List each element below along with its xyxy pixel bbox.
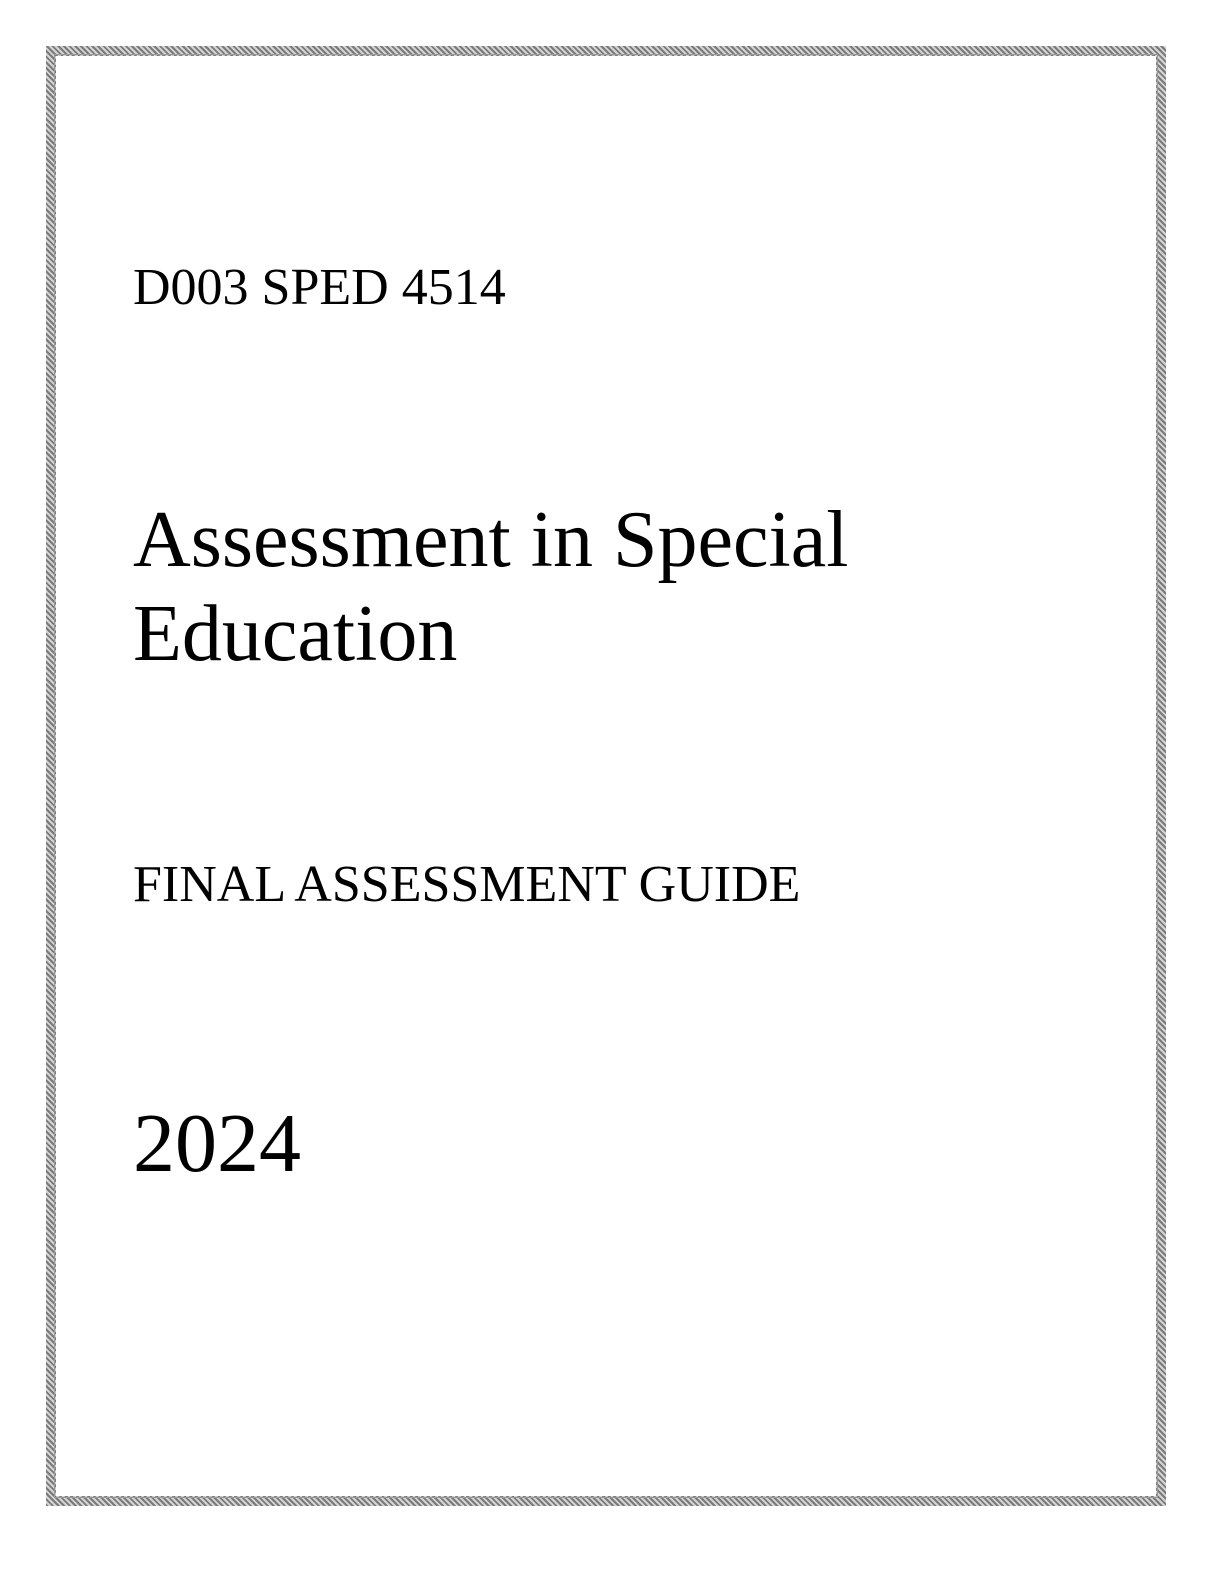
document-subtitle: FINAL ASSESSMENT GUIDE bbox=[133, 856, 801, 913]
course-code: D003 SPED 4514 bbox=[133, 259, 506, 316]
document-year: 2024 bbox=[133, 1097, 301, 1190]
document-title: Assessment in Special Education bbox=[133, 496, 849, 678]
